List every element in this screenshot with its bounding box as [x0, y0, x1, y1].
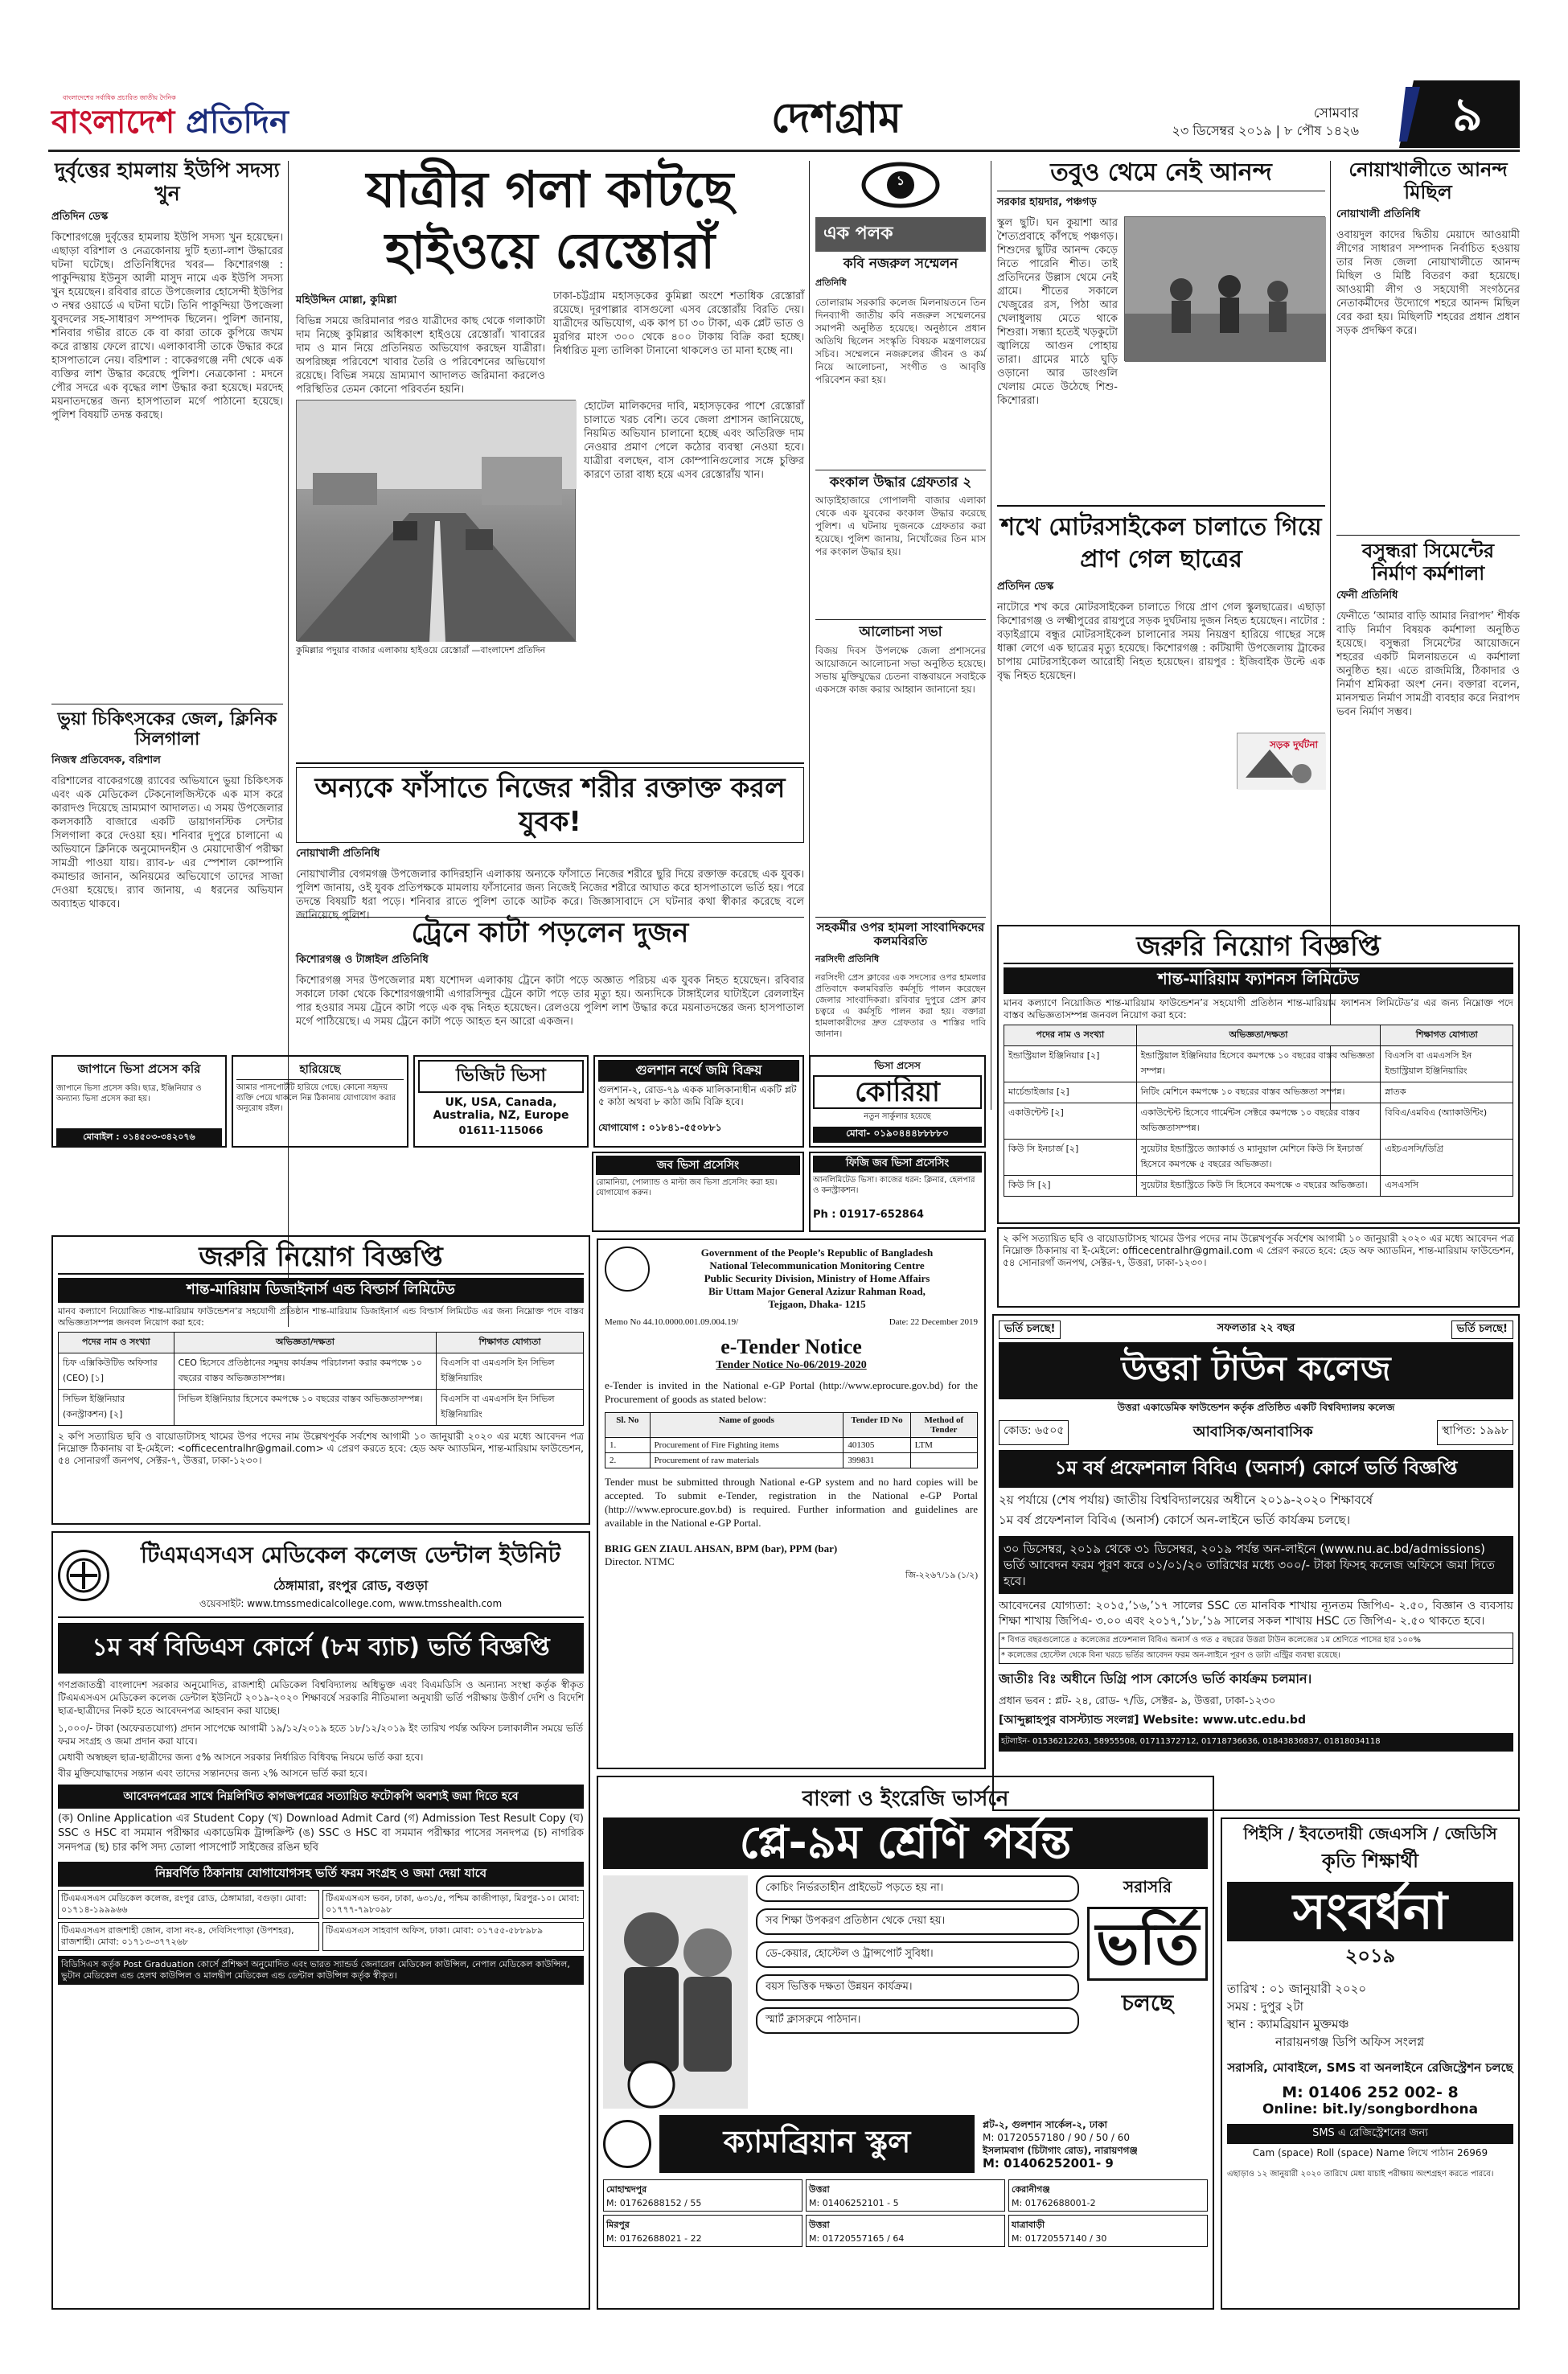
- event-time: সময় : দুপুর ২টা: [1227, 1999, 1304, 2014]
- ad-note: * বিগত বছরগুলোতে ৫ কলেজের প্রফেশনাল বিবিএ অনার্স ও গত ৫ বছরের উত্তরা টাউন কলেজের ১ম শ্রেণিতে পাসের হার ১০০%: [999, 1633, 1513, 1649]
- ad-title: গুলশান নর্থে জমি বিক্রয়: [598, 1060, 799, 1082]
- ad-line: ১ম বর্ষ প্রফেশনাল বিবিএ (অনার্স) কোর্সে অন-লাইনে ভর্তি কার্যক্রম চলছে।: [999, 1513, 1351, 1527]
- table-row: কিউ সি [২] সুয়েটার ইন্ডাস্ট্রিতে কিউ সি হিসেবে কমপক্ষে ৩ বছরের অভিজ্ঞতা। এসএসসি: [1004, 1176, 1513, 1197]
- docs-title: আবেদনপত্রের সাথে নিম্নলিখিত কাগজপত্রের সত্যায়িত ফটোকপি অবশ্যই জমা দিতে হবে: [58, 1785, 584, 1809]
- address: টিএমএসএস ভবন, ঢাকা, ৬৩১/৫, পশ্চিম কাজীপাড়া, মিরপুর-১০। মোবা: ০১৭৭৭-৭৯৮০৯৮: [322, 1890, 584, 1919]
- article-motorcycle: [997, 505, 1325, 923]
- address: টিএমএসএস মেডিকেল কলেজ, রংপুর রোড, ঠেঙ্গামারা, বগুড়া। মোবা: ০১৭১৪-১৯৯৯৬৬: [58, 1890, 319, 1919]
- ad-sms2: Cam (space) Roll (space) Name লিখে পাঠান 26969: [1252, 2147, 1488, 2158]
- admission-open-right: ভর্তি চলছে!: [1451, 1320, 1513, 1339]
- ad-sms: SMS এ রেজিস্ট্রেশনের জন্য: [1227, 2124, 1513, 2144]
- lead-headline: যাত্রীর গলা কাটছে হাইওয়ে রেস্তোরাঁ: [366, 160, 734, 280]
- article-self-harm: [296, 762, 804, 922]
- accident-icon: [1237, 733, 1325, 789]
- phone: M: 01406252001- 9: [983, 2156, 1114, 2171]
- bd-emblem-icon: [605, 1247, 650, 1292]
- ad-intro: মানব কল্যাণে নিয়োজিত শান্ত-মারিয়াম ফাউন্ডেশন’র সহযোগী প্রতিষ্ঠান শান্ত-মারিয়াম ফ্যাশনস লিমিটেড’র এর জন্য নিম্নোক্ত পদে বাস্তব অভিজ্ঞতাসম্পন্ন জনবল নিয়োগ করা হবে:: [1004, 997, 1513, 1021]
- ad-mobile: মোবা- ০১৯০৪৪৪৮৮৮৮০: [813, 1127, 982, 1143]
- table-row: ইন্ডাস্ট্রিয়াল ইঞ্জিনিয়ার [২] ইন্ডাস্ট্রিয়াল ইঞ্জিনিয়ার হিসেবে কমপক্ষে ১০ বছরের বাস্তব অভিজ্ঞতা সম্পন্ন। বিএসসি বা এমএসসি ইন ইন্ডাস্ট্রিয়াল ইঞ্জিনিয়ারিং: [1004, 1046, 1513, 1082]
- logo-accent: প্রতিদিন: [186, 103, 289, 141]
- gov-line: Tejgaon, Dhaka- 1215: [768, 1298, 866, 1310]
- tender-code: জি-২২৬৭/১৯ (১/২): [905, 1571, 978, 1580]
- ad-note: বিডিসিএস কর্তৃক Post Graduation কোর্সে প্রশিক্ষণ অনুমোদিত এবং ভারত স্যান্ডর্ড জেনারেল মেডিকেল কাউন্সিল, নেপাল মেডিকেল কাউন্সিল, ভুটান মেডিকেল এন্ড হেলথ কাউন্সিল ও মালদ্বীপ মেডিকেল এন্ড ডেন্টাল কাউন্সিল কর্তৃক স্বীকৃত।: [58, 1956, 584, 1985]
- logo-main: বাংলাদেশ: [51, 103, 187, 141]
- article-body: বিভিন্ন সময়ে জরিমানার পরও যাত্রীদের কাছ থেকে গলাকাটা দাম নিচ্ছে কুমিল্লার অধিকাংশ হাইওয়ে রেস্তোরাঁ। খাবারের দাম ও মান নিয়ে প্রতিনিয়ত অভিযোগ করছেন যাত্রীরা। অপরিচ্ছন্ন পরিবেশে খাবার তৈরি ও পরিবেশনের অভিযোগ রয়েছে। বিভিন্ন সময়ে ভ্রাম্যমাণ আদালত জরিমানা করলেও পরিস্থিতির তেমন কোনো পরিবর্তন হয়নি।: [296, 315, 545, 396]
- tender-table: Sl. No Name of goods Tender ID No Method of Tender 1. Procurement of Fire Fighting items 401305 LTM 2. Procurement of raw materials 399831: [605, 1412, 978, 1468]
- branch: মিরপুর M: 01762688021 - 22: [603, 2215, 802, 2247]
- tender-signatory: BRIG GEN ZIAUL AHSAN, BPM (bar), PPM (bar): [605, 1542, 838, 1555]
- byline: ফেনী প্রতিনিধি: [1336, 589, 1398, 602]
- ad-tmss-dental[interactable]: [51, 1531, 590, 2310]
- feature: বয়স ভিত্তিক দক্ষতা উন্নয়ন কার্যক্রম।: [756, 1974, 1079, 2001]
- byline: সরকার হায়দার, পঞ্চগড়: [997, 195, 1097, 208]
- cambrian-logo-icon: [603, 2120, 651, 2168]
- brief-headline: আলোচনা সভা: [859, 624, 942, 641]
- brief-body: তোলারাম সরকারি কলেজ মিলনায়তনে তিন দিনব্যাপী জাতীয় কবি নজরুল সম্মেলনের সমাপনী অনুষ্ঠিত হয়েছে। অনুষ্ঠানে প্রধান অতিথি ছিলেন সংস্কৃতি বিষয়ক মন্ত্রণালয়ের সচিব। সম্মেলনে নজরুলের জীবন ও কর্ম নিয়ে আলোচনা, সংগীত ও আবৃত্তি পরিবেশন করা হয়।: [815, 296, 986, 385]
- logo-tagline: বাংলাদেশের সর্বাধিক প্রচারিত জাতীয় দৈনিক: [63, 94, 176, 101]
- ad-address: প্রধান ভবন : প্লট- ২৪, রোড- ৭/ডি, সেক্টর- ৯, উত্তরা, ঢাকা-১২৩০: [999, 1695, 1276, 1707]
- branch: মোহাম্মদপুর M: 01762688152 / 55: [603, 2179, 802, 2212]
- ek-polok-number: ১: [896, 173, 905, 188]
- headline: ভুয়া চিকিৎসকের জেল, ক্লিনিক সিলগালা: [57, 709, 277, 750]
- memo-date: Date: 22 December 2019: [889, 1317, 978, 1327]
- ad-job-visa[interactable]: জব ভিসা প্রসেসিং রোমানিয়া, পোল্যান্ড ও মাল্টা জব ভিসা প্রসেসিং করা হয়। যোগাযোগ করুন।: [592, 1152, 804, 1232]
- admission-status: চলছে: [1121, 1990, 1174, 2016]
- college-est: স্থাপিত: ১৯৯৮: [1437, 1420, 1513, 1445]
- col-header: পদের নাম ও সংখ্যা: [59, 1333, 174, 1353]
- article-body: ওবায়দুল কাদের দ্বিতীয় মেয়াদে আওয়ামী লীগের সাধারণ সম্পাদক নির্বাচিত হওয়ায় তার নিজ জেলা নোয়াখালীতে আনন্দ মিছিল ও মিষ্টি বিতরণ করা হয়েছে। আওয়ামী লীগ ও সহযোগী সংগঠনের নেতাকর্মীদের উদ্যোগে শহরে আনন্দ মিছিল বের করা হয়। মিছিলটি শহরের প্রধান প্রধান সড়ক প্রদক্ষিণ করে।: [1336, 229, 1520, 338]
- article-body: ফেনীতে ‘আমার বাড়ি আমার নিরাপদ’ শীর্ষক বাড়ি নির্মাণ বিষয়ক কর্মশালা অনুষ্ঠিত হয়েছে। বসুন্ধরা সিমেন্টের আয়োজনে শহরের একটি মিলনায়তনে এ কর্মশালা অনুষ্ঠিত হয়। এতে রাজমিস্ত্রি, ঠিকাদার ও নির্মাণ শ্রমিকরা অংশ নেন। বক্তারা বলেন, মানসম্মত নির্মাণ সামগ্রী ব্যবহার করে নিরাপদ ভবন নির্মাণ সম্ভব।: [1336, 610, 1520, 719]
- admission-label: সরাসরি: [1123, 1877, 1172, 1896]
- ad-footer: ২ কপি সত্যায়িত ছবি ও বায়োডাটাসহ খামের উপর পদের নাম উল্লেখপূর্বক সর্বশেষ আগামী ১০ জানুয়ারী ২০২০ এর মধ্যে আবেদন পত্র নিম্নোক্ত ঠিকানায় বা ই-মেইলে: <officecentralhr@gmail.com> এ প্রেরণ করতে হবে: হেড অফ অ্যাডমিন, শান্ত-মারিয়াম ফাউন্ডেশন, ৫৪ সোনারগাঁ জনপথ, সেক্টর-৭, উত্তরা, ঢাকা-১২৩০।: [58, 1431, 584, 1467]
- event-place: স্থান : ক্যামব্রিয়ান মুক্তমঞ্চ: [1227, 2017, 1349, 2031]
- byline: নিজস্ব প্রতিবেদক, বরিশাল: [51, 754, 161, 767]
- ad-banner: ১ম বর্ষ বিডিএস কোর্সে (৮ম ব্যাচ) ভর্তি বিজ্ঞপ্তি: [58, 1623, 584, 1674]
- docs-list: (ক) Online Application এর Student Copy (খ) Download Admit Card (গ) Admission Test Result Copy (ঘ) SSC ও HSC বা সমমান পরীক্ষার একাডেমিক ট্রান্সক্রিপ্ট (ঙ) SSC ও HSC বা সমমান পরীক্ষার পাসের সনদপত্র (চ) নাগরিক সনদপত্র (ছ) চার কপি সদ্য তোলা পাসপোর্ট সাইজের রঙিন ছবি: [58, 1813, 584, 1854]
- byline: নরসিংদী প্রতিনিধি: [815, 953, 880, 964]
- headline: বসুন্ধরা সিমেন্টের নির্মাণ কর্মশালা: [1361, 540, 1495, 585]
- ad-fiji-visa[interactable]: ফিজি জব ভিসা প্রসেসিং আনলিমিটেড ভিসা। কাজের ধরন: ক্লিনার, হেলপার ও কনস্ট্রাকশন। Ph : 01917-652864: [809, 1152, 986, 1232]
- byline: প্রতিদিন ডেস্ক: [51, 210, 109, 223]
- gov-line: Bir Uttam Major General Azizur Rahman Road,: [708, 1285, 926, 1297]
- feature: স্মার্ট ক্লাসরুমে পাঠদান।: [756, 2007, 1079, 2034]
- ad-land-sale[interactable]: [593, 1055, 804, 1148]
- ad-countries: UK, USA, Canada, Australia, NZ, Europe: [433, 1096, 569, 1122]
- ad-website: ওয়েবসাইট: www.tmssmedicalcollege.com, www.tmsshealth.com: [199, 1598, 503, 1609]
- ad-e-tender[interactable]: [597, 1238, 986, 1769]
- campus: প্লট-২, গুলশান সার্কেল-২, ঢাকা: [983, 2119, 1107, 2130]
- date-day: সোমবার: [1313, 105, 1359, 121]
- ad-phone: Ph : 01917-652864: [813, 1209, 924, 1221]
- byline: নোয়াখালী প্রতিনিধি: [1336, 208, 1421, 221]
- ad-website: [আব্দুল্লাহপুর বাসস্ট্যান্ড সংলগ্ন] Website: www.utc.edu.bd: [999, 1714, 1306, 1727]
- headline: দুর্বৃত্তের হামলায় ইউপি সদস্য খুন: [55, 158, 280, 205]
- ad-year: ২০১৯: [1344, 1945, 1396, 1967]
- article-body: ঢাকা-চট্টগ্রাম মহাসড়কের কুমিল্লা অংশে শতাধিক রেস্তোরাঁ রয়েছে। দূরপাল্লার বাসগুলো এসব রেস্তোরাঁয় বিরতি দেয়। যাত্রীদের অভিযোগ, এক কাপ চা ৩০ টাকা, এক প্লেট ভাত ও মুরগির মাংস ৩০০ থেকে ৪০০ টাকায় বিক্রি করা হচ্ছে। নির্ধারিত মূল্য তালিকা টানানো থাকলেও তা মানা হচ্ছে না।: [553, 290, 804, 357]
- ad-job-fashions-footer: ২ কপি সত্যায়িত ছবি ও বায়োডাটাসহ খামের উপর পদের নাম উল্লেখপূর্বক সর্বশেষ আগামী ১০ জানুয়ারী ২০২০ এর মধ্যে আবেদন পত্র নিম্নোক্ত ঠিকানায় বা ই-মেইলে: officecentralhr@gmail.com এ প্রেরণ করতে হবে: হেড অফ অ্যাডমিন, শান্ত-মারিয়াম ফাউন্ডেশন, ৫৪ সোনারগাঁ জনপথ, সেক্টর-৭, উত্তরা, ঢাকা-১২৩০।: [997, 1227, 1520, 1308]
- masthead: [0, 0, 1568, 153]
- ad-title: উত্তরা টাউন কলেজ: [999, 1342, 1513, 1399]
- admission-big: ভর্তি: [1087, 1907, 1208, 1981]
- ad-songbordhona[interactable]: পিইসি / ইবতেদায়ী জেএসসি / জেডিসি কৃতি শিক্ষার্থী সংবর্ধনা ২০১৯ তারিখ : ০১ জানুয়ারী ২০২০ সময় : দুপুর ২টা স্থান : ক্যামব্রিয়ান মুক্তমঞ্চ নারায়নগঞ্জ ডিপি অফিস সংলগ্ন সরাসরি, মোবাইলে, SMS বা অনলাইনে রেজিস্ট্রেশন চলছে M: 01406 252 002- 8 Online: bit.ly/songbordhona SMS এ রেজিস্ট্রেশনের জন্য Cam (space) Roll (space) Name লিখে পাঠান 26969 এছাড়াও ১২ জানুয়ারী ২০২০ তারিখে মেধা যাচাই পরীক্ষায় অংশগ্রহণ করতে পারবে।: [1221, 1817, 1520, 2310]
- event-date: তারিখ : ০১ জানুয়ারী ২০২০: [1227, 1982, 1367, 1996]
- table-row: কিউ সি ইনচার্জ [২] সুয়েটার ইন্ডাস্ট্রিতে জ্যাকার্ড ও ম্যানুয়াল মেশিনে কিউ সি ইনচার্জ হিসেবে কমপক্ষে ৫ বছরের অভিজ্ঞতা। এইচএসসি/ডিগ্রি: [1004, 1140, 1513, 1176]
- ad-uttara-college[interactable]: [992, 1314, 1520, 1811]
- ad-korea-visa[interactable]: ভিসা প্রসেস কোরিয়া নতুন সার্কুলার হয়েছে মোবা- ০১৯০৪৪৪৮৮৮৮০: [809, 1055, 986, 1148]
- ad-title: সংবর্ধনা: [1227, 1882, 1513, 1941]
- table-row: সিভিল ইঞ্জিনিয়ার (কনস্ট্রাকশন) [২] সিভিল ইঞ্জিনিয়ার হিসেবে কমপক্ষে ১০ বছরের বাস্তব অভিজ্ঞতাসম্পন্ন। বিএসসি বা এমএসসি ইন সিভিল ইঞ্জিনিয়ারিং: [59, 1390, 584, 1426]
- ad-title: কোরিয়া: [813, 1075, 982, 1109]
- headline: নোয়াখালীতে আনন্দ মিছিল: [1348, 158, 1508, 203]
- company-name: শান্ত-মারিয়াম ডিজাইনার্স এন্ড বিল্ডার্স লিমিটেড: [58, 1278, 584, 1303]
- date-line: ২৩ ডিসেম্বর ২০১৯ | ৮ পৌষ ১৪২৬: [1172, 123, 1359, 138]
- table-row: চিফ এক্সিকিউটিভ অফিসার (CEO) [১] CEO হিসেবে প্রতিষ্ঠানের সমুদয় কার্যক্রম পরিচালনা করার কমপক্ষে ১০ বছরের বাস্তব অভিজ্ঞতাসম্পন্ন। বিএসসি বা এমএসসি ইন সিভিল ইঞ্জিনিয়ারিং: [59, 1353, 584, 1390]
- addr-title: নিম্নবর্ণিত ঠিকানায় যোগাযোগসহ ভর্তি ফরম সংগ্রহ ও জমা দেয়া যাবে: [58, 1862, 584, 1887]
- ad-japan-visa[interactable]: জাপানে ভিসা প্রসেস করি জাপানে ভিসা প্রসেস করি। ছাত্র, ইঞ্জিনিয়ার ও অন্যান্য ভিসা প্রসেস করা হয়। মোবাইল : ০১৪৫০৩-৩৪২০৭৬: [51, 1055, 227, 1148]
- tender-body: Tender must be submitted through National e-GP system and no hard copies will be accepted. To submit e-Tender, registration in the National e-GP Portal (http:///www.eprocure.gov.bd) is required. Further information and guidelines are available in the National e-GP Portal.: [605, 1476, 978, 1529]
- college-type: আবাসিক/অনাবাসিক: [1192, 1423, 1313, 1440]
- ad-top: ভিসা প্রসেস: [874, 1060, 921, 1071]
- article-body: হোটেল মালিকদের দাবি, মহাসড়কের পাশে রেস্তোরাঁ চালাতে খরচ বেশি। তবে জেলা প্রশাসন জানিয়েছে, নিয়মিত অভিযান চালানো হচ্ছে এবং অতিরিক্ত দাম নেওয়ার প্রমাণ পেলে কঠোর ব্যবস্থা নেওয়া হবে। যাত্রীরা বলছেন, বাস কোম্পানিগুলোর সঙ্গে চুক্তির কারণে তারা বাধ্য হয়ে এসব রেস্তোরাঁয় খান।: [584, 400, 804, 481]
- ad-job-fashions[interactable]: [997, 925, 1520, 1224]
- bullet: মেধাবী অস্বচ্ছল ছাত্র-ছাত্রীদের জন্য ৫% আসনে সরকার নির্ধারিত বিধিবদ্ধ নিয়মে ভর্তি করা হবে।: [58, 1752, 424, 1763]
- brief-headline: কবি নজরুল সম্মেলন: [843, 256, 958, 272]
- headline: সহকর্মীর ওপর হামলা সাংবাদিকদের কলমবিরতি: [816, 920, 985, 949]
- job-table: [58, 1332, 584, 1426]
- article-body: কিশোরগঞ্জ সদর উপজেলার মধ্য যশোদল এলাকায় ট্রেনে কাটা পড়ে অজ্ঞাত পরিচয় এক যুবক নিহত হয়েছেন। রবিবার সকালে ঢাকা থেকে কিশোরগঞ্জগামী এগারসিন্দুর ট্রেনে কাটা পড়ে তার মৃত্যু হয়। অন্যদিকে টাঙ্গাইলের ঘাটাইলে রেললাইন পার হওয়ার সময় ট্রেনে কাটা পড়ে এক বৃদ্ধ নিহত হয়েছেন। রেলওয়ে পুলিশ লাশ উদ্ধার করে ময়নাতদন্তের জন্য হাসপাতাল মর্গে পাঠিয়েছে। এ সময় ট্রেনে কাটা পড়ে আহত হন আরো একজন।: [296, 975, 804, 1029]
- address: টিএমএসএস রাজশাহী জোন, বাসা নং-৪, দেবিসিংপাড়া (উপশহর), রাজশাহী। মোবা: ০১৭১৩-৩৭৭২৬৮: [58, 1922, 319, 1951]
- ad-top: পিইসি / ইবতেদায়ী জেএসসি / জেডিসি: [1243, 1824, 1497, 1843]
- article-up-member-killed: [51, 159, 283, 1052]
- article-body: নাটোরে শখ করে মোটরসাইকেল চালাতে গিয়ে প্রাণ গেল স্কুলছাত্রের। এছাড়া কিশোরগঞ্জ ও লক্ষ্মীপুরের রায়পুরে সড়ক দুর্ঘটনায় দুজন নিহত হয়েছেন। নাটোর : বড়াইগ্রামে বন্ধুর মোটরসাইকেল চালানোর সময় নিয়ন্ত্রণ হারিয়ে গাছের সঙ্গে ধাক্কা লেগে এক ছাত্রের মৃত্যু হয়েছে। কিশোরগঞ্জ : কটিয়াদী উপজেলায় ট্রাকের চাপায় মোটরসাইকেল আরোহী নিহত হয়েছেন। রায়পুর : ইজিবাইক উল্টে এক বৃদ্ধ নিহত হয়েছেন।: [997, 602, 1325, 682]
- student-photo: [603, 1875, 748, 2109]
- ad-title: ফিজি জব ভিসা প্রসেসিং: [813, 1156, 982, 1173]
- ad-mobile: মোবাইল : ০১৪৫০৩-৩৪২০৭৬: [56, 1128, 222, 1147]
- photo-caption: কুমিল্লার পদুয়ার বাজার এলাকায় হাইওয়ে রেস্তোরাঁ —বাংলাদেশ প্রতিদিন: [296, 645, 546, 655]
- ad-body: গণপ্রজাতন্ত্রী বাংলাদেশ সরকার অনুমোদিত, রাজশাহী মেডিকেল বিশ্ববিদ্যালয় অধিভুক্ত এবং বিএমডিসি ও অন্যান্য সংস্থা কর্তৃক স্বীকৃত টিএমএসএস মেডিকেল কলেজ ডেন্টাল ইউনিটে ২০১৯-২০২০ শিক্ষাবর্ষে সরকারি নীতিমালা অনুযায়ী ভর্তি পরীক্ষায় উত্তীর্ণ দেশি ও বিদেশি ছাত্র-ছাত্রীদের নিকট হতে আবেদনপত্র আহবান করা যাচ্ছে।: [58, 1679, 584, 1716]
- ad-degree: জাতীঃ বিঃ অধীনে ডিগ্রি পাস কোর্সেও ভর্তি কার্যক্রম চলমান।: [999, 1671, 1312, 1686]
- brief-body: বিজয় দিবস উপলক্ষে জেলা প্রশাসনের আয়োজনে আলোচনা সভা অনুষ্ঠিত হয়েছে। সভায় মুক্তিযুদ্ধের চেতনা বাস্তবায়নে সবাইকে একসঙ্গে কাজ করার আহ্বান জানানো হয়।: [815, 644, 986, 695]
- branch: কেরানীগঞ্জ M: 01762688001-2: [1008, 2179, 1208, 2212]
- ad-headline: প্লে-৯ম শ্রেণি পর্যন্ত: [603, 1817, 1208, 1869]
- college-code: কোড: ৬৫০৫: [999, 1420, 1069, 1445]
- memo-no: Memo No 44.10.0000.001.09.004.19/: [605, 1317, 739, 1327]
- ad-online-box: ৩০ ডিসেম্বর, ২০১৯ থেকে ৩১ ডিসেম্বর, ২০১৯ পর্যন্ত অন-লাইনে (www.nu.ac.bd/admissions) ভর্তি আবেদন ফরম পূরণ করে ০১/০১/২০ তারিখের মধ্যে ৩০০/- টাকা ফিসহ কলেজ অফিসে জমা দিতে হবে।: [999, 1536, 1513, 1594]
- headline: শখে মোটরসাইকেল চালাতে গিয়ে প্রাণ গেল ছাত্রের: [1000, 513, 1322, 573]
- ad-title: জরুরি নিয়োগ বিজ্ঞপ্তি: [1004, 931, 1513, 964]
- article-journalist-strike: [815, 917, 986, 1049]
- article-body: বরিশালের বাকেরগঞ্জে র‌্যাবের অভিযানে ভুয়া চিকিৎসক এবং এক মেডিকেল টেকনোলজিস্টকে এক মাস করে কারাদণ্ড দিয়েছে ভ্রাম্যমাণ আদালত। এ সময় উপজেলার কলসকাঠি বাজারে একটি ডায়াগনস্টিক সেন্টার সিলগালা করে দেওয়া হয়। শনিবার দুপুরে চালানো এ অভিযানে ক্লিনিকে অনুমোদনহীন ও মেয়াদোত্তীর্ণ পরীক্ষা সামগ্রী পাওয়া যায়। র‌্যাব-৮ এর স্পেশাল কোম্পানি কমান্ডার জানান, অনিয়মের অভিযোগে তাদের সাজা দেওয়া হয়েছে। র‌্যাব জানায়, এ ধরনের অভিযান অব্যাহত থাকবে।: [51, 775, 283, 911]
- col-header: অভিজ্ঞতা/দক্ষতা: [174, 1333, 437, 1353]
- company-name: শান্ত-মারিয়াম ফ্যাশনস লিমিটেড: [1004, 967, 1513, 994]
- tmss-logo-icon: [58, 1550, 109, 1601]
- headline: তবুও থেমে নেই আনন্দ: [997, 159, 1325, 191]
- ad-mobile: 01611-115066: [458, 1125, 544, 1137]
- ad-qualification: আবেদনের যোগ্যতা: ২০১৫,’১৬,’১৭ সালের SSC তে মানবিক শাখায় ন্যূনতম জিপিএ- ২.৫০, বিজ্ঞান ও ব্যবসায় শিক্ষা শাখায় জিপিএ- ৩.০০ এবং ২০১৭,’১৮,’১৯ সালের সকল শাখায় HSC তে জিপিএ- ২.৫০ থাকতে হবে।: [999, 1600, 1513, 1628]
- article-body: নোয়াখালীর বেগমগঞ্জ উপজেলার কাদিরহানি এলাকায় অন্যকে ফাঁসাতে নিজের শরীরে ছুরি দিয়ে রক্তাক্ত করেছে এক যুবক। পুলিশ জানায়, ওই যুবক প্রতিপক্ষকে মামলায় ফাঁসানোর জন্য নিজেই নিজের শরীরে আঘাত করে হাসপাতালে ভর্তি হয়। পরে তদন্তে বিষয়টি ধরা পড়ে। শনিবার রাতে পুলিশ তাকে আটক করে। জিজ্ঞাসাবাদে সে ঘটনার কথা স্বীকার করেছে বলে জানিয়েছে পুলিশ।: [296, 869, 804, 922]
- school-name: ক্যামব্রিয়ান স্কুল: [659, 2115, 975, 2173]
- admission-open: ভর্তি চলছে!: [999, 1320, 1061, 1339]
- branch: যাত্রাবাড়ী M: 01720557140 / 30: [1008, 2215, 1208, 2247]
- feature: কোচিং নির্ভরতাহীন প্রাইভেট পড়তে হয় না।: [756, 1875, 1079, 1902]
- ad-address: ঠেঙ্গামারা, রংপুর রোড, বগুড়া: [273, 1578, 429, 1593]
- col-header: শিক্ষাগত যোগ্যতা: [437, 1333, 584, 1353]
- headline: ট্রেনে কাটা পড়লেন দুজন: [411, 917, 689, 949]
- event-place2: নারায়নগঞ্জ ডিপি অফিস সংলগ্ন: [1275, 2035, 1425, 2049]
- article-bashundhara: [1336, 535, 1520, 913]
- byline: প্রতিনিধি: [815, 277, 847, 288]
- article-body: কিশোরগঞ্জে দুর্বৃত্তের হামলায় ইউপি সদস্য খুন হয়েছেন। এছাড়া বরিশাল ও নেত্রকোনায় দুটি হত্যা-লাশ উদ্ধারের ঘটনা ঘটেছে। প্রতিনিধিদের খবর— কিশোরগঞ্জ : পাকুন্দিয়ায় ইউনুস আলী মাসুদ নামে এক ইউপি সদস্য খুন হয়েছেন। রবিবার রাতে উপজেলার হোসেন্দী ইউপির ৩ নম্বর ওয়ার্ডে এ ঘটনা ঘটে। তিনি পাকুন্দিয়া উপজেলা যুবদলের সহ-সাধারণ সম্পাদক ছিলেন। পুলিশ জানায়, শনিবার গভীর রাতে কে বা কারা তাকে কুপিয়ে জখম করে রাস্তায় ফেলে রাখে। এলাকাবাসী তাকে উদ্ধার করে হাসপাতালে নেয়। বরিশাল : বাকেরগঞ্জে নদী থেকে এক ব্যক্তির লাশ উদ্ধার করেছে পুলিশ। নেত্রকোনা : মদনে পৌর সদরে এক বৃদ্ধের লাশ উদ্ধার করা হয়েছে। মরদেহ ময়নাতদন্তের জন্য হাসপাতাল মর্গে পাঠানো হয়েছে। পুলিশ বিষয়টি তদন্ত করছে।: [51, 231, 283, 421]
- byline: প্রতিদিন ডেস্ক: [997, 581, 1054, 593]
- tender-designation: Director. NTMC: [605, 1555, 675, 1567]
- ad-intro: মানব কল্যাণে নিয়োজিত শান্ত-মারিয়াম ফাউন্ডেশন’র সহযোগী প্রতিষ্ঠান শান্ত-মারিয়াম ডিজাইনার্স এন্ড বিল্ডার্স লিমিটেড এর জন্য নিম্নোক্ত পদে বাস্তব অভিজ্ঞতাসম্পন্ন জনবল নিয়োগ করা হবে:: [58, 1306, 584, 1329]
- table-row: একাউন্টেন্ট [২] একাউন্টেন্ট হিসেবে গার্মেন্টস সেক্টরে কমপক্ষে ১০ বছরের বাস্তব অভিজ্ঞতাসম্পন্ন। বিবিএ/এমবিএ (অ্যাকাউন্টিং): [1004, 1103, 1513, 1140]
- article-train: [296, 917, 804, 1049]
- lead-photo: [296, 400, 576, 641]
- ad-title: জরুরি নিয়োগ বিজ্ঞপ্তি: [58, 1242, 584, 1275]
- table-row: 2. Procurement of raw materials 399831: [605, 1453, 978, 1468]
- article-joy: [997, 159, 1325, 497]
- ad-title: ভিজিট ভিসা: [418, 1060, 584, 1093]
- table-row: মার্চেন্ডাইজার [২] নিটিং মেশিনে কমপক্ষে ১০ বছরের বাস্তব অভিজ্ঞতা সম্পন্ন। স্নাতক: [1004, 1082, 1513, 1103]
- page-number: ৯: [1452, 87, 1483, 142]
- article-body: স্কুল ছুটি। ঘন কুয়াশা আর শৈত্যপ্রবাহে কাঁপছে পঞ্চগড়। শিশুদের ছুটির আনন্দ কেড়ে নিতে পারেনি শীত। তাই প্রতিদিনের উল্লাস থেমে নেই গ্রামে। শীতের সকালে খেজুরের রস, পিঠা আর খেলাধুলায় মেতে থাকে শিশুরা। সন্ধ্যা হতেই খড়কুটো জ্বালিয়ে আগুন পোহায় তারা। গ্রামের মাঠে ঘুড়ি ওড়ানো আর ডাংগুলি খেলায় মেতে উঠেছে শিশু-কিশোররা।: [997, 216, 1118, 407]
- byline: নোয়াখালী প্রতিনিধি: [296, 848, 380, 860]
- ad-title: হারিয়েছে: [236, 1060, 404, 1080]
- ad-text: গুলশান-২, রোড-৭৯ একক মালিকানাধীন একটি প্লট ৫ কাঠা অথবা ৮ কাঠা জমি বিক্রি হবে।: [598, 1084, 797, 1107]
- ad-cambrian-school[interactable]: [597, 1776, 1214, 2310]
- lead-article: [296, 159, 804, 754]
- ad-top-line: বাংলা ও ইংরেজি ভার্সনে: [802, 1787, 1009, 1811]
- ad-hotline: হটলাইন- 01536212263, 58955508, 01711372712, 01718736636, 01843836837, 01818034118: [999, 1733, 1513, 1752]
- feature: সব শিক্ষা উপকরণ প্রতিষ্ঠান থেকে দেয়া হয়।: [756, 1908, 1079, 1935]
- bullet: বীর মুক্তিযোদ্ধাদের সন্তান এবং তাদের সন্তানদের জন্য ২% আসনে ভর্তি করা হবে।: [58, 1768, 367, 1779]
- byline: মহিউদ্দিন মোল্লা, কুমিল্লা: [296, 294, 397, 306]
- ad-line: ২য় পর্যায়ে (শেষ পর্যায়) জাতীয় বিশ্ববিদ্যালয়ের অধীনে ২০১৯-২০২০ শিক্ষাবর্ষে: [999, 1493, 1373, 1507]
- tender-subtitle: Tender Notice No-06/2019-2020: [716, 1359, 867, 1371]
- tender-intro: e-Tender is invited in the National e-GP Portal (http://www.eprocure.gov.bd) for the Procurement of goods as stated below:: [605, 1379, 978, 1405]
- gov-line: Public Security Division, Ministry of Home Affairs: [704, 1272, 930, 1284]
- ad-visit-visa[interactable]: [413, 1055, 589, 1148]
- section-title: দেশগ্রাম: [770, 94, 902, 142]
- campus: ইসলামবাগ (চিটাগাং রোড), নারায়ণগঞ্জ: [983, 2145, 1138, 2156]
- feature: ডে-কেয়ার, হোস্টেল ও ট্রান্সপোর্ট সুবিধা।: [756, 1941, 1079, 1968]
- page-number-badge: [1399, 80, 1520, 148]
- headline: অন্যকে ফাঁসাতে নিজের শরীর রক্তাক্ত করল যুবক!: [296, 767, 804, 843]
- ad-subtitle: উত্তরা একাডেমিক ফাউন্ডেশন কর্তৃক প্রতিষ্ঠিত একটি বিশ্ববিদ্যালয় কলেজ: [1117, 1402, 1395, 1413]
- ad-registration: সরাসরি, মোবাইলে, SMS বা অনলাইনে রেজিস্ট্রেশন চলছে: [1227, 2060, 1513, 2075]
- ad-online: Online: bit.ly/songbordhona: [1262, 2101, 1479, 2117]
- children-photo: [1124, 216, 1325, 361]
- ad-title: জব ভিসা প্রসেসিং: [596, 1156, 800, 1175]
- byline: কিশোরগঞ্জ ও টাঙ্গাইল প্রতিনিধি: [296, 954, 429, 967]
- ad-job-builders[interactable]: [51, 1235, 590, 1525]
- branch: উত্তরা M: 01720557165 / 64: [806, 2215, 1005, 2247]
- col-header: পদের নাম ও সংখ্যা: [1004, 1025, 1137, 1046]
- ad-mobile: যোগাযোগ : ০১৮৪১-৫৫০৮৮১: [598, 1122, 722, 1133]
- job-table: [1004, 1025, 1513, 1197]
- accident-label: সড়ক দুর্ঘটনা: [1270, 739, 1318, 750]
- ad-kriti: কৃতি শিক্ষার্থী: [1322, 1850, 1418, 1872]
- table-row: 1. Procurement of Fire Fighting items 401305 LTM: [605, 1438, 978, 1453]
- gov-line: Government of the People’s Republic of Bangladesh: [700, 1247, 934, 1259]
- col-header: শিক্ষাগত যোগ্যতা: [1381, 1025, 1513, 1046]
- tender-title: e-Tender Notice: [720, 1335, 862, 1358]
- ek-polok-label: এক পলক: [815, 217, 986, 252]
- ad-mobile: M: 01406 252 002- 8: [1282, 2084, 1459, 2101]
- gov-line: National Telecommunication Monitoring Centre: [709, 1259, 925, 1271]
- bullet: ১,০০০/- টাকা (অফেরতযোগ্য) প্রদান সাপেক্ষে আগামী ১৯/১২/২০১৯ হতে ১৮/১২/২০১৯ ইং তারিখ পর্যন্ত অফিস চলাকালীন সময়ে ভর্তি ফরম সংগ্রহ ও জমা প্রদান করা যাবে।: [58, 1723, 584, 1747]
- article-noakhali: [1336, 159, 1520, 529]
- logo[interactable]: [51, 100, 357, 145]
- phone: M: 01720557180 / 90 / 50 / 60: [983, 2132, 1131, 2143]
- branch: উত্তরা M: 01406252101 - 5: [806, 2179, 1005, 2212]
- ad-banner: ১ম বর্ষ প্রফেশনাল বিবিএ (অনার্স) কোর্সে ভর্তি বিজ্ঞপ্তি: [999, 1450, 1513, 1488]
- ad-title: টিএমএসএস মেডিকেল কলেজ ডেন্টাল ইউনিট: [140, 1542, 561, 1568]
- brief-headline: কংকাল উদ্ধার গ্রেফতার ২: [829, 474, 972, 491]
- address: টিএমএসএস সাহবাগ অফিস, ঢাকা। মোবা: ০১৭৫৫-৫৮৮৯৮৯: [322, 1922, 584, 1951]
- ad-note: * কলেজের হোস্টেল থেকে বিনা খরচে ভর্তির আবেদন ফরম অন-লাইনে পূরণ ও ডাটা এন্ট্রির ব্যবস্থা রয়েছে।: [999, 1649, 1513, 1664]
- years-success: সফলতার ২২ বছর: [1217, 1322, 1295, 1334]
- ad-title: জাপানে ভিসা প্রসেস করি: [77, 1062, 201, 1076]
- col-header: অভিজ্ঞতা/দক্ষতা: [1136, 1025, 1381, 1046]
- brief-body: আড়াইহাজারে গোপালদী বাজার এলাকা থেকে এক যুবকের কংকাল উদ্ধার করেছে পুলিশ। এ ঘটনায় দুজনকে গ্রেফতার করা হয়েছে। পুলিশ জানায়, নিখোঁজের তিন মাস পর কংকাল উদ্ধার হয়।: [815, 495, 986, 558]
- article-body: নরসিংদী প্রেস ক্লাবের এক সদস্যের ওপর হামলার প্রতিবাদে কলমবিরতি কর্মসূচি পালন করেছেন জেলার সাংবাদিকরা। রবিবার দুপুরে প্রেস ক্লাব চত্বরে এ কর্মসূচি পালন করা হয়। বক্তারা হামলাকারীদের দ্রুত গ্রেফতার ও শাস্তির দাবি জানান।: [815, 971, 986, 1039]
- ad-lost-notice[interactable]: হারিয়েছে আমার পাসপোর্টটি হারিয়ে গেছে। কোনো সহৃদয় ব্যক্তি পেয়ে থাকলে নিম্ন ঠিকানায় যোগাযোগ করার অনুরোধ রইল।: [232, 1055, 408, 1148]
